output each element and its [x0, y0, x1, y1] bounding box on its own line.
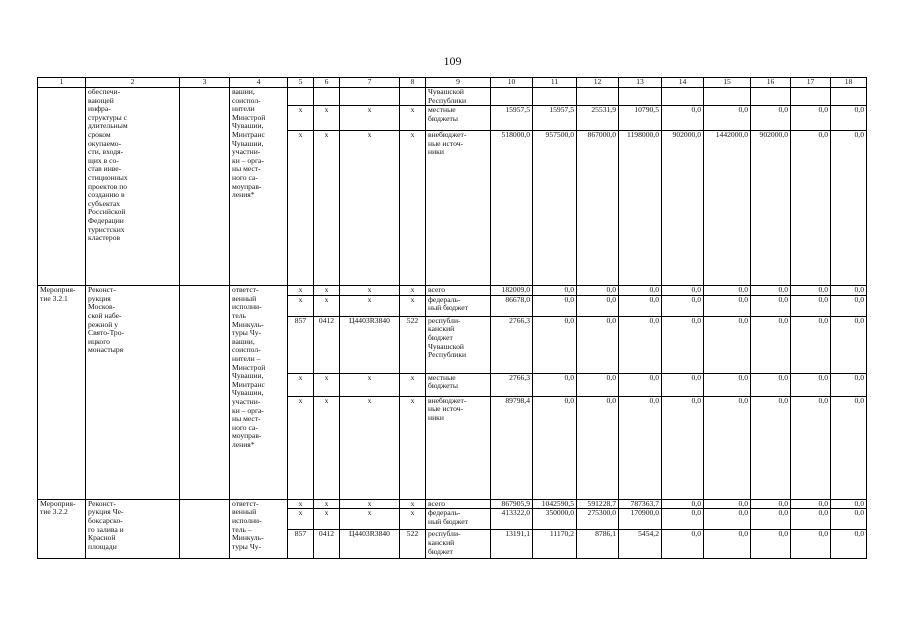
amount-cell: 0,0	[619, 373, 662, 396]
amount-cell: 0,0	[704, 509, 751, 530]
amount-cell: 0,0	[704, 295, 751, 316]
grbs-code: х	[288, 499, 314, 509]
target-article-code: х	[340, 373, 400, 396]
amount-cell: 0,0	[662, 286, 704, 296]
amount-cell: 0,0	[704, 106, 751, 131]
amount-cell: 0,0	[533, 286, 577, 296]
amount-cell: 0,0	[751, 396, 791, 499]
amount-cell: 89798,4	[491, 396, 533, 499]
expense-type-code: 522	[400, 530, 426, 559]
amount-cell: 0,0	[751, 499, 791, 509]
section-code: х	[314, 396, 340, 499]
amount-cell: 413322,0	[491, 509, 533, 530]
amount-cell: 518000,0	[491, 131, 533, 286]
column-number: 1	[38, 78, 86, 88]
grbs-code: х	[288, 396, 314, 499]
target-article-code: х	[340, 286, 400, 296]
section-code: х	[314, 131, 340, 286]
amount-cell: 0,0	[831, 106, 867, 131]
amount-cell: 8786,1	[577, 530, 619, 559]
expense-type-code: х	[400, 373, 426, 396]
amount-cell: 0,0	[831, 286, 867, 296]
funding-source: внебюджет- ные источ- ники	[426, 396, 491, 499]
amount-cell: 867000,0	[577, 131, 619, 286]
grbs-code: х	[288, 106, 314, 131]
amount-cell: 0,0	[662, 373, 704, 396]
event-description: Реконст- рукция Че- боксарско- го залива и Красной площади	[86, 499, 180, 559]
expense-type-code	[400, 88, 426, 106]
grbs-code: х	[288, 373, 314, 396]
amount-cell	[791, 88, 831, 106]
event-label: Мероприя- тие 3.2.2	[38, 499, 86, 559]
amount-cell: 0,0	[662, 509, 704, 530]
amount-cell: 591228,7	[577, 499, 619, 509]
grbs-code: х	[288, 509, 314, 530]
empty-cell	[180, 286, 230, 500]
amount-cell: 0,0	[791, 396, 831, 499]
amount-cell: 0,0	[662, 316, 704, 373]
section-code: х	[314, 509, 340, 530]
expense-type-code: 522	[400, 316, 426, 373]
amount-cell	[491, 88, 533, 106]
amount-cell: 0,0	[831, 499, 867, 509]
amount-cell: 15957,5	[491, 106, 533, 131]
funding-source: всего	[426, 499, 491, 509]
expense-type-code: х	[400, 106, 426, 131]
event-description: обеспечи- вающей инфра- структуры с длительным сроком окупаемо- сти, входя- щих в со- став инве- стиционных проектов по созданию в субъектах Российской Федерации туристских кластеров	[86, 88, 180, 286]
amount-cell: 0,0	[704, 286, 751, 296]
column-number: 8	[400, 78, 426, 88]
section-code: 0412	[314, 316, 340, 373]
amount-cell: 0,0	[577, 373, 619, 396]
amount-cell	[619, 88, 662, 106]
column-number: 14	[662, 78, 704, 88]
target-article-code: Ц4403R3840	[340, 316, 400, 373]
amount-cell: 0,0	[831, 316, 867, 373]
amount-cell: 0,0	[704, 530, 751, 559]
funding-source: местные бюджеты	[426, 106, 491, 131]
amount-cell: 2766,3	[491, 373, 533, 396]
amount-cell: 15957,5	[533, 106, 577, 131]
amount-cell: 0,0	[791, 106, 831, 131]
amount-cell: 0,0	[791, 286, 831, 296]
amount-cell	[704, 88, 751, 106]
expense-type-code: х	[400, 509, 426, 530]
amount-cell: 1042590,5	[533, 499, 577, 509]
section-code: х	[314, 295, 340, 316]
column-number: 18	[831, 78, 867, 88]
funding-source: местные бюджеты	[426, 373, 491, 396]
grbs-code	[288, 88, 314, 106]
grbs-code: х	[288, 286, 314, 296]
column-number: 13	[619, 78, 662, 88]
expense-type-code: х	[400, 286, 426, 296]
amount-cell: 0,0	[831, 396, 867, 499]
amount-cell: 0,0	[662, 106, 704, 131]
amount-cell	[751, 88, 791, 106]
target-article-code: х	[340, 295, 400, 316]
amount-cell: 2766,3	[491, 316, 533, 373]
amount-cell: 275300,0	[577, 509, 619, 530]
amount-cell: 0,0	[831, 295, 867, 316]
executor-description: вашии, соиспол- нители Минстрой Чувашии, Минтранс Чувашии, участни- ки – орга- ны мест- ного са- моуправ- ления*	[230, 88, 288, 286]
amount-cell: 0,0	[533, 396, 577, 499]
column-number: 12	[577, 78, 619, 88]
section-code	[314, 88, 340, 106]
target-article-code: Ц4403R3840	[340, 530, 400, 559]
empty-cell	[180, 499, 230, 559]
executor-description: ответст- венный исполни- тель – Минкуль- туры Чу-	[230, 499, 288, 559]
amount-cell: 0,0	[533, 295, 577, 316]
amount-cell: 0,0	[831, 509, 867, 530]
amount-cell: 0,0	[791, 373, 831, 396]
grbs-code: х	[288, 131, 314, 286]
column-number: 9	[426, 78, 491, 88]
amount-cell: 11170,2	[533, 530, 577, 559]
column-number: 15	[704, 78, 751, 88]
page-number: 109	[443, 54, 462, 68]
amount-cell: 25531,9	[577, 106, 619, 131]
amount-cell: 0,0	[533, 316, 577, 373]
section-code: х	[314, 106, 340, 131]
amount-cell: 0,0	[751, 373, 791, 396]
grbs-code: 857	[288, 316, 314, 373]
amount-cell: 0,0	[577, 295, 619, 316]
amount-cell: 1442000,0	[704, 131, 751, 286]
header-row	[38, 78, 867, 88]
amount-cell: 0,0	[577, 316, 619, 373]
column-number: 17	[791, 78, 831, 88]
amount-cell	[577, 88, 619, 106]
empty-cell	[180, 88, 230, 286]
amount-cell: 0,0	[619, 295, 662, 316]
funding-source: Чувашской Республики	[426, 88, 491, 106]
amount-cell: 0,0	[704, 396, 751, 499]
amount-cell: 0,0	[751, 530, 791, 559]
funding-source: федераль- ный бюджет	[426, 295, 491, 316]
section-code: х	[314, 286, 340, 296]
amount-cell: 0,0	[751, 106, 791, 131]
target-article-code	[340, 88, 400, 106]
amount-cell: 902000,0	[751, 131, 791, 286]
table-row	[38, 88, 867, 106]
column-number: 4	[230, 78, 288, 88]
expense-type-code: х	[400, 131, 426, 286]
amount-cell: 0,0	[619, 316, 662, 373]
grbs-code: х	[288, 295, 314, 316]
column-number: 16	[751, 78, 791, 88]
amount-cell: 10790,5	[619, 106, 662, 131]
amount-cell: 0,0	[662, 499, 704, 509]
section-code: х	[314, 499, 340, 509]
table-row	[38, 499, 867, 509]
section-code: 0412	[314, 530, 340, 559]
target-article-code: х	[340, 499, 400, 509]
funding-source: республи- канский бюджет Чувашской Республики	[426, 316, 491, 373]
event-label: Мероприя- тие 3.2.1	[38, 286, 86, 500]
expense-type-code: х	[400, 396, 426, 499]
amount-cell: 0,0	[751, 295, 791, 316]
amount-cell: 957500,0	[533, 131, 577, 286]
column-number: 2	[86, 78, 180, 88]
column-number: 11	[533, 78, 577, 88]
amount-cell: 0,0	[751, 316, 791, 373]
expense-type-code: х	[400, 499, 426, 509]
column-number: 6	[314, 78, 340, 88]
amount-cell: 0,0	[831, 530, 867, 559]
target-article-code: х	[340, 509, 400, 530]
amount-cell	[831, 88, 867, 106]
column-number: 3	[180, 78, 230, 88]
amount-cell: 1198000,0	[619, 131, 662, 286]
executor-description: ответст- венный исполни- тель Минкуль- туры Чу- вашии, соиспол- нители – Минстрой Чувашии, Минтранс Чувашии, участни- ки – орга- ны мест- ного са- моуправ- ления*	[230, 286, 288, 500]
amount-cell: 0,0	[791, 530, 831, 559]
amount-cell: 867905,9	[491, 499, 533, 509]
amount-cell: 0,0	[619, 396, 662, 499]
amount-cell: 0,0	[619, 286, 662, 296]
amount-cell: 0,0	[751, 509, 791, 530]
amount-cell: 0,0	[831, 131, 867, 286]
amount-cell: 0,0	[704, 499, 751, 509]
amount-cell: 0,0	[791, 316, 831, 373]
target-article-code: х	[340, 106, 400, 131]
column-number: 10	[491, 78, 533, 88]
amount-cell: 86678,0	[491, 295, 533, 316]
amount-cell: 0,0	[791, 499, 831, 509]
amount-cell: 5454,2	[619, 530, 662, 559]
amount-cell: 0,0	[662, 396, 704, 499]
amount-cell: 0,0	[791, 295, 831, 316]
funding-source: республи- канский бюджет	[426, 530, 491, 559]
funding-source: внебюджет- ные источ- ники	[426, 131, 491, 286]
amount-cell: 0,0	[751, 286, 791, 296]
funding-source: всего	[426, 286, 491, 296]
target-article-code: х	[340, 396, 400, 499]
amount-cell: 0,0	[577, 396, 619, 499]
section-code: х	[314, 373, 340, 396]
budget-table	[37, 77, 867, 559]
amount-cell: 902000,0	[662, 131, 704, 286]
event-description: Реконст- рукция Москов- ской набе- режной у Свято-Тро- ицкого монастыря	[86, 286, 180, 500]
funding-source: федераль- ный бюджет	[426, 509, 491, 530]
amount-cell: 0,0	[831, 373, 867, 396]
amount-cell: 787363,7	[619, 499, 662, 509]
amount-cell: 13191,1	[491, 530, 533, 559]
column-number: 7	[340, 78, 400, 88]
amount-cell: 0,0	[704, 316, 751, 373]
amount-cell: 0,0	[533, 373, 577, 396]
amount-cell: 0,0	[704, 373, 751, 396]
amount-cell	[662, 88, 704, 106]
target-article-code: х	[340, 131, 400, 286]
amount-cell: 182009,0	[491, 286, 533, 296]
table-row	[38, 286, 867, 296]
column-number: 5	[288, 78, 314, 88]
amount-cell: 0,0	[662, 295, 704, 316]
amount-cell: 0,0	[791, 131, 831, 286]
amount-cell	[533, 88, 577, 106]
amount-cell: 350000,0	[533, 509, 577, 530]
grbs-code: 857	[288, 530, 314, 559]
amount-cell: 0,0	[577, 286, 619, 296]
event-label	[38, 88, 86, 286]
expense-type-code: х	[400, 295, 426, 316]
amount-cell: 170900,0	[619, 509, 662, 530]
amount-cell: 0,0	[791, 509, 831, 530]
amount-cell: 0,0	[662, 530, 704, 559]
